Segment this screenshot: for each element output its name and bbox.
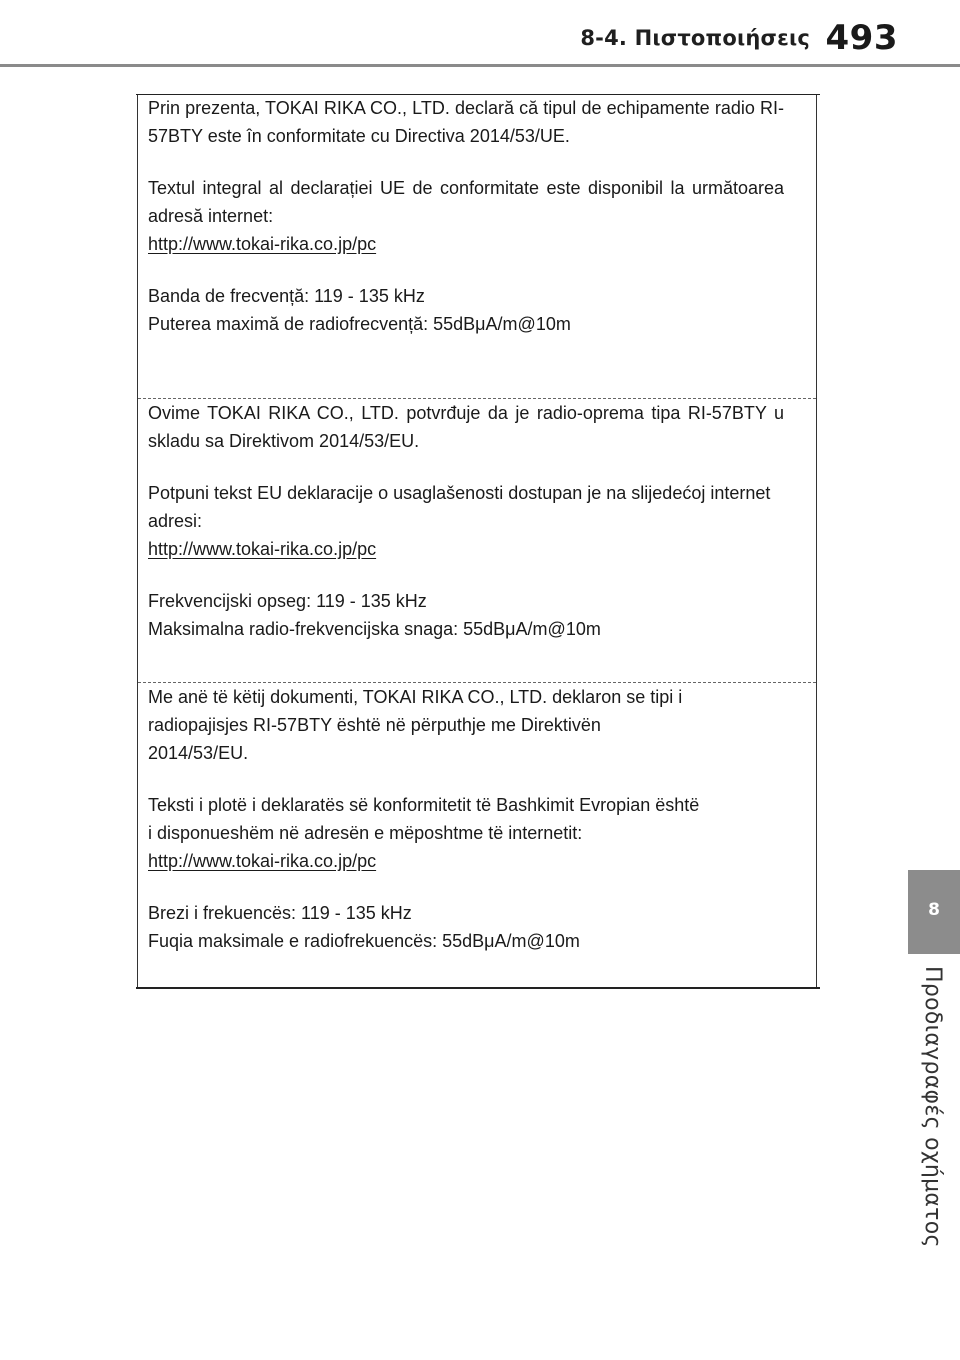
declaration-statement-line: 2014/53/EU. — [148, 743, 249, 763]
chapter-tab[interactable] — [908, 870, 960, 954]
section-title: 8-4. Πιστοποιήσεις — [580, 26, 810, 50]
page-number: 493 — [825, 18, 898, 58]
declaration-box — [137, 94, 817, 989]
page-header — [0, 0, 960, 70]
declaration-availability-line: i disponueshëm në adresën e mëposhtme të internetit: — [148, 823, 583, 843]
declaration-croatian — [138, 398, 816, 682]
declaration-albanian — [138, 682, 816, 989]
declaration-statement: Prin prezenta, TOKAI RIKA CO., LTD. declară că tipul de echipamente radio RI-57BTY este în conformitate cu Directiva 2014/53/UE. — [148, 98, 784, 146]
declaration-availability: Textul integral al declarației UE de conformitate este disponibil la următoarea adresă internet: — [148, 178, 784, 226]
declaration-statement-line: radiopajisjes RI-57BTY është në përputhje me Direktivën — [148, 715, 601, 735]
frequency-band: Frekvencijski opseg: 119 - 135 kHz — [148, 591, 427, 611]
declaration-availability: Potpuni tekst EU deklaracije o usaglašenosti dostupan je na slijedećoj internet adresi: — [148, 483, 771, 531]
declaration-statement-line: Me anë të këtij dokumenti, TOKAI RIKA CO., LTD. deklaron se tipi i — [148, 687, 683, 707]
chapter-title — [905, 966, 957, 1248]
chapter-number: 8 — [928, 900, 940, 920]
declaration-url-link[interactable]: http://www.tokai-rika.co.jp/pc — [148, 539, 377, 559]
declaration-availability-line: Teksti i plotë i deklaratës së konformitetit të Bashkimit Evropian është — [148, 795, 700, 815]
declaration-url-link[interactable]: http://www.tokai-rika.co.jp/pc — [148, 851, 377, 871]
frequency-band: Banda de frecvență: 119 - 135 kHz — [148, 286, 425, 306]
max-power: Puterea maximă de radiofrecvență: 55dBμA/m@10m — [148, 314, 571, 334]
declaration-statement: Ovime TOKAI RIKA CO., LTD. potvrđuje da je radio-oprema tipa RI-57BTY u skladu sa Direktivom 2014/53/EU. — [148, 403, 784, 451]
max-power: Fuqia maksimale e radiofrekuencës: 55dBμA/m@10m — [148, 931, 580, 951]
declaration-romanian — [138, 94, 816, 398]
max-power: Maksimalna radio-frekvencijska snaga: 55dBμA/m@10m — [148, 619, 601, 639]
chapter-title-text: Προδιαγραφές οχήματος — [920, 966, 945, 1248]
declaration-url-link[interactable]: http://www.tokai-rika.co.jp/pc — [148, 234, 377, 254]
frequency-band: Brezi i frekuencës: 119 - 135 kHz — [148, 903, 412, 923]
header-divider — [0, 64, 960, 67]
